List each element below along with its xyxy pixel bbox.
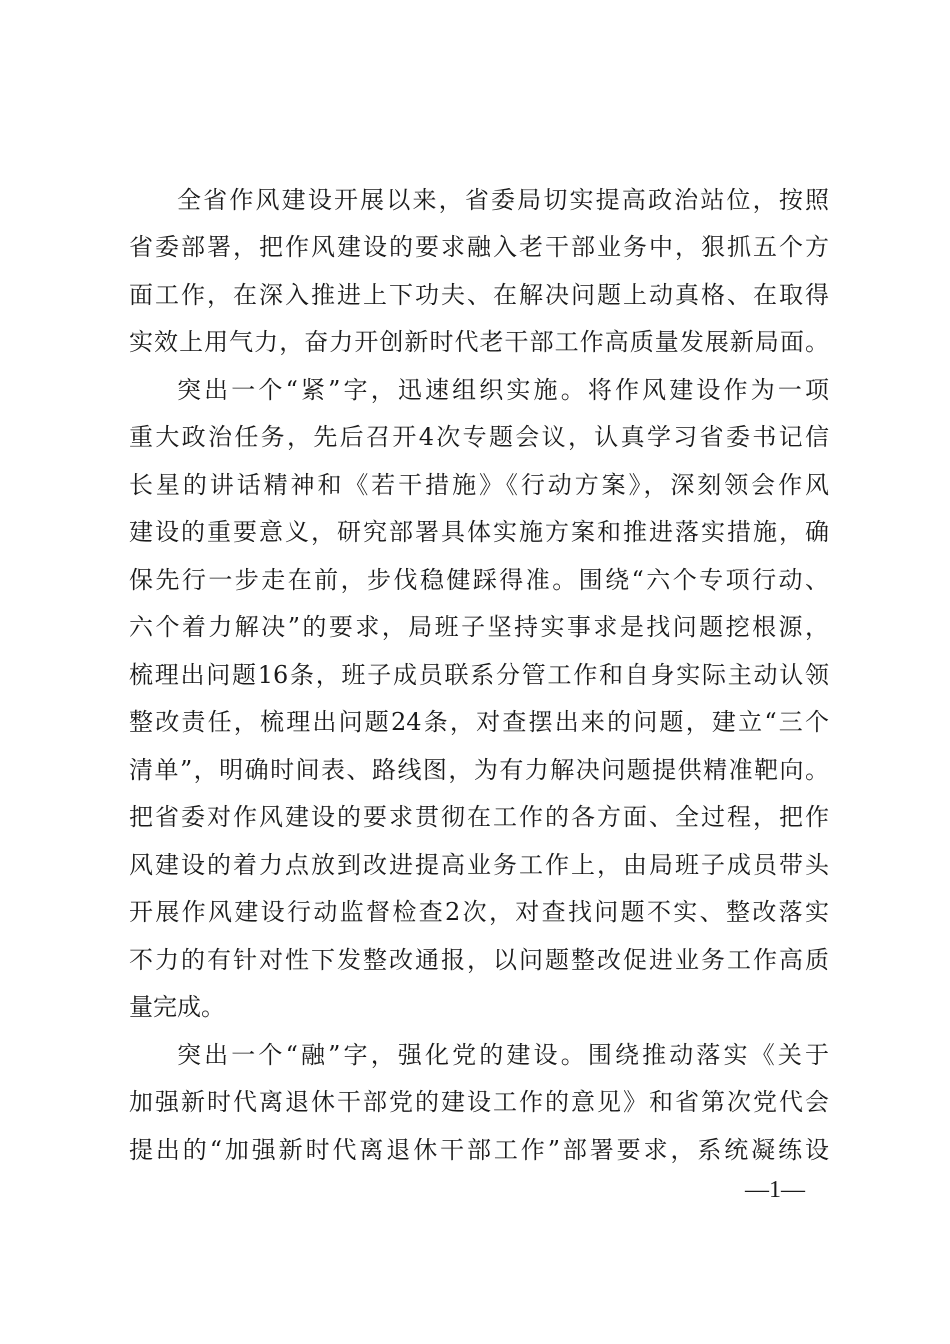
paragraph-2-line-3: 长星的讲话精神和《若干措施》《行动方案》，深刻领会作风 bbox=[129, 471, 829, 499]
paragraph-1-line-4: 实效上用气力，奋力开创新时代老干部工作高质量发展新局面。 bbox=[129, 328, 829, 356]
paragraph-2-line-7: 梳理出问题16条，班子成员联系分管工作和自身实际主动认领 bbox=[129, 661, 829, 689]
paragraph-2-line-8: 整改责任，梳理出问题24条，对查摆出来的问题，建立“三个 bbox=[129, 708, 829, 736]
paragraph-2-line-12: 开展作风建设行动监督检查2次，对查找问题不实、整改落实 bbox=[129, 898, 829, 926]
paragraph-2-line-13: 不力的有针对性下发整改通报，以问题整改促进业务工作高质 bbox=[129, 946, 829, 974]
paragraph-2-line-14: 量完成。 bbox=[129, 993, 225, 1021]
paragraph-2-line-6: 六个着力解决”的要求，局班子坚持实事求是找问题挖根源， bbox=[129, 613, 829, 641]
paragraph-2-line-9: 清单”，明确时间表、路线图，为有力解决问题提供精准靶向。 bbox=[129, 756, 829, 784]
paragraph-2-line-4: 建设的重要意义，研究部署具体实施方案和推进落实措施，确 bbox=[129, 518, 829, 546]
paragraph-2-line-5: 保先行一步走在前，步伐稳健踩得准。围绕“六个专项行动、 bbox=[129, 566, 829, 594]
paragraph-2-line-2: 重大政治任务，先后召开4次专题会议，认真学习省委书记信 bbox=[129, 423, 829, 451]
paragraph-3-line-1: 突出一个“融”字，强化党的建设。围绕推动落实《关于 bbox=[177, 1041, 829, 1069]
paragraph-3-line-3: 提出的“加强新时代离退休干部工作”部署要求，系统凝练设 bbox=[129, 1136, 829, 1164]
paragraph-2-line-10: 把省委对作风建设的要求贯彻在工作的各方面、全过程，把作 bbox=[129, 803, 829, 831]
paragraph-2-line-1: 突出一个“紧”字，迅速组织实施。将作风建设作为一项 bbox=[177, 376, 829, 404]
paragraph-1-line-3: 面工作，在深入推进上下功夫、在解决问题上动真格、在取得 bbox=[129, 281, 829, 309]
paragraph-1-line-2: 省委部署，把作风建设的要求融入老干部业务中，狠抓五个方 bbox=[129, 233, 829, 261]
paragraph-2-line-11: 风建设的着力点放到改进提高业务工作上，由局班子成员带头 bbox=[129, 851, 829, 879]
page-number: —1— bbox=[745, 1177, 805, 1203]
paragraph-1-line-1: 全省作风建设开展以来，省委局切实提高政治站位，按照 bbox=[177, 186, 829, 214]
paragraph-3-line-2: 加强新时代离退休干部党的建设工作的意见》和省第次党代会 bbox=[129, 1088, 829, 1116]
